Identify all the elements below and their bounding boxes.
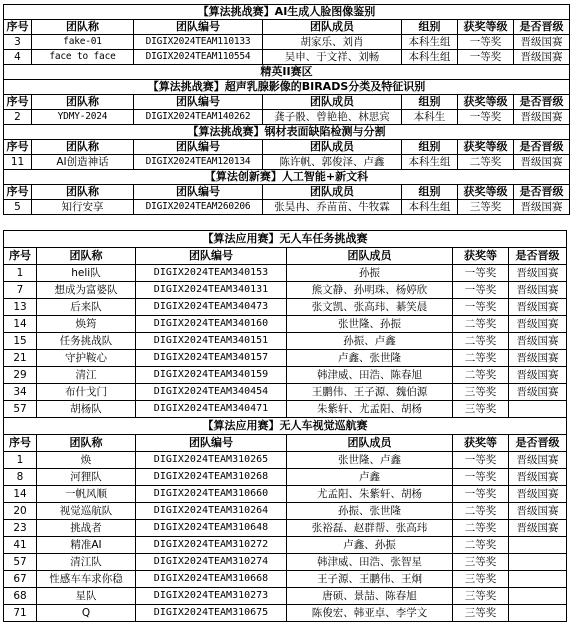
team-id-cell: DIGIX2024TEAM140262	[134, 110, 263, 125]
section-title: 【算法挑战赛】超声乳腺影像的BIRADS分类及特征识别	[4, 80, 570, 95]
members-cell: 卢鑫	[287, 469, 453, 486]
award-cell: 一等奖	[453, 265, 509, 282]
team-name-cell: heli队	[37, 265, 136, 282]
table-row	[4, 155, 570, 170]
award-cell: 三等奖	[453, 384, 509, 401]
award-cell: 三等奖	[458, 200, 514, 215]
team-name-cell: 一帆风顺	[37, 486, 136, 503]
seq-cell: 57	[4, 401, 37, 418]
seq-cell: 13	[4, 299, 37, 316]
team-name-cell: face to face	[32, 50, 134, 65]
header-row	[4, 185, 570, 200]
advance-cell: 晋级国赛	[509, 299, 567, 316]
team-id-cell: DIGIX2024TEAM340471	[136, 401, 287, 418]
award-cell: 二等奖	[453, 333, 509, 350]
results-table-bottom	[3, 230, 567, 622]
advance-cell	[509, 588, 567, 605]
table-row	[4, 469, 567, 486]
table-row	[4, 401, 567, 418]
column-header: 序号	[4, 140, 32, 155]
table-row	[4, 110, 570, 125]
column-header: 获奖等	[453, 435, 509, 452]
members-cell: 吴申、于文祥、刘畅	[263, 50, 402, 65]
award-cell: 二等奖	[453, 316, 509, 333]
section-title: 【算法挑战赛】钢材表面缺陷检测与分割	[4, 125, 570, 140]
seq-cell: 20	[4, 503, 37, 520]
advance-cell	[509, 537, 567, 554]
advance-cell	[509, 605, 567, 622]
group-cell: 本科生组	[402, 35, 458, 50]
advance-cell	[509, 554, 567, 571]
column-header: 团队成员	[263, 95, 402, 110]
seq-cell: 23	[4, 520, 37, 537]
advance-cell	[509, 401, 567, 418]
team-name-cell: 后来队	[37, 299, 136, 316]
seq-cell: 21	[4, 350, 37, 367]
award-cell: 一等奖	[453, 469, 509, 486]
column-header: 序号	[4, 185, 32, 200]
team-name-cell: 守护鞍心	[37, 350, 136, 367]
table-row	[4, 503, 567, 520]
award-cell: 二等奖	[453, 367, 509, 384]
award-cell: 一等奖	[453, 299, 509, 316]
award-cell: 二等奖	[453, 537, 509, 554]
team-id-cell: DIGIX2024TEAM340131	[136, 282, 287, 299]
results-table-top-body	[4, 5, 570, 215]
column-header: 组别	[402, 185, 458, 200]
table-row	[4, 50, 570, 65]
section-title-row	[4, 5, 570, 20]
seq-cell: 7	[4, 282, 37, 299]
table-row	[4, 452, 567, 469]
seq-cell: 1	[4, 265, 37, 282]
column-header: 团队编号	[134, 140, 263, 155]
team-id-cell: DIGIX2024TEAM310668	[136, 571, 287, 588]
results-table-top	[3, 4, 570, 215]
seq-cell: 67	[4, 571, 37, 588]
team-id-cell: DIGIX2024TEAM310648	[136, 520, 287, 537]
award-cell: 一等奖	[458, 35, 514, 50]
section-title-row	[4, 65, 570, 80]
seq-cell: 29	[4, 367, 37, 384]
table-row	[4, 265, 567, 282]
column-header: 获奖等级	[458, 140, 514, 155]
members-cell: 孙振、卢鑫	[287, 333, 453, 350]
header-row	[4, 248, 567, 265]
team-name-cell: 清江队	[37, 554, 136, 571]
table-row	[4, 520, 567, 537]
column-header: 是否晋级	[514, 95, 570, 110]
members-cell: 卢鑫、张世隆	[287, 350, 453, 367]
team-name-cell: fake-01	[32, 35, 134, 50]
members-cell: 龚子骰、曾艳艳、林思宾	[263, 110, 402, 125]
team-id-cell: DIGIX2024TEAM340151	[136, 333, 287, 350]
column-header: 序号	[4, 20, 32, 35]
column-header: 团队成员	[263, 20, 402, 35]
members-cell: 张昊冉、乔苗苗、牛牧霖	[263, 200, 402, 215]
seq-cell: 14	[4, 316, 37, 333]
column-header: 团队成员	[263, 140, 402, 155]
section-title: 精英II赛区	[4, 65, 570, 80]
table-row	[4, 35, 570, 50]
table-row	[4, 605, 567, 622]
team-name-cell: 胡杨队	[37, 401, 136, 418]
award-cell: 三等奖	[453, 571, 509, 588]
advance-cell: 晋级国赛	[509, 503, 567, 520]
column-header: 团队称	[32, 20, 134, 35]
section-title: 【算法应用赛】无人车视觉巡航赛	[4, 418, 567, 435]
team-name-cell: 焕筠	[37, 316, 136, 333]
seq-cell: 4	[4, 50, 32, 65]
seq-cell: 41	[4, 537, 37, 554]
team-id-cell: DIGIX2024TEAM110554	[134, 50, 263, 65]
team-id-cell: DIGIX2024TEAM340454	[136, 384, 287, 401]
team-name-cell: 布什戈门	[37, 384, 136, 401]
award-cell: 一等奖	[458, 110, 514, 125]
team-name-cell: AI创造神话	[32, 155, 134, 170]
section-title: 【算法创新赛】人工智能+新文科	[4, 170, 570, 185]
advance-cell	[509, 571, 567, 588]
column-header: 团队成员	[263, 185, 402, 200]
section-title-row	[4, 80, 570, 95]
advance-cell: 晋级国赛	[514, 50, 570, 65]
column-header: 是否晋级	[514, 185, 570, 200]
column-header: 序号	[4, 435, 37, 452]
table-row	[4, 350, 567, 367]
award-cell: 三等奖	[453, 605, 509, 622]
award-cell: 三等奖	[453, 401, 509, 418]
team-name-cell: 任务挑战队	[37, 333, 136, 350]
award-cell: 二等奖	[458, 155, 514, 170]
table-row	[4, 333, 567, 350]
team-name-cell: YDMY-2024	[32, 110, 134, 125]
seq-cell: 8	[4, 469, 37, 486]
seq-cell: 34	[4, 384, 37, 401]
column-header: 团队称	[37, 248, 136, 265]
column-header: 团队编号	[134, 95, 263, 110]
column-header: 团队成员	[287, 248, 453, 265]
members-cell: 胡家乐、刘肖	[263, 35, 402, 50]
table-row	[4, 537, 567, 554]
members-cell: 韩津威、田浩、张智星	[287, 554, 453, 571]
group-cell: 本科生组	[402, 155, 458, 170]
header-row	[4, 140, 570, 155]
column-header: 团队称	[37, 435, 136, 452]
members-cell: 张裕磊、赵群帮、张高玮	[287, 520, 453, 537]
header-row	[4, 435, 567, 452]
members-cell: 卢鑫、孙振	[287, 537, 453, 554]
column-header: 是否晋级	[509, 248, 567, 265]
team-name-cell: 星队	[37, 588, 136, 605]
team-name-cell: 焕	[37, 452, 136, 469]
team-name-cell: 视觉巡航队	[37, 503, 136, 520]
team-id-cell: DIGIX2024TEAM310268	[136, 469, 287, 486]
table-row	[4, 316, 567, 333]
seq-cell: 11	[4, 155, 32, 170]
members-cell: 唐硕、景喆、陈春旭	[287, 588, 453, 605]
advance-cell: 晋级国赛	[509, 333, 567, 350]
seq-cell: 15	[4, 333, 37, 350]
table-row	[4, 554, 567, 571]
table-row	[4, 367, 567, 384]
award-cell: 一等奖	[458, 50, 514, 65]
team-name-cell: 知行安享	[32, 200, 134, 215]
members-cell: 孙振、张世隆	[287, 503, 453, 520]
column-header: 序号	[4, 248, 37, 265]
award-cell: 三等奖	[453, 588, 509, 605]
seq-cell: 1	[4, 452, 37, 469]
award-cell: 一等奖	[453, 282, 509, 299]
column-header: 团队编号	[136, 435, 287, 452]
group-cell: 本科生组	[402, 50, 458, 65]
team-id-cell: DIGIX2024TEAM310675	[136, 605, 287, 622]
column-header: 获奖等级	[458, 95, 514, 110]
advance-cell: 晋级国赛	[509, 316, 567, 333]
members-cell: 张世隆、孙振	[287, 316, 453, 333]
team-id-cell: DIGIX2024TEAM340157	[136, 350, 287, 367]
section-title-row	[4, 170, 570, 185]
team-name-cell: 挑战者	[37, 520, 136, 537]
team-id-cell: DIGIX2024TEAM340160	[136, 316, 287, 333]
advance-cell: 晋级国赛	[509, 350, 567, 367]
team-id-cell: DIGIX2024TEAM310272	[136, 537, 287, 554]
column-header: 获奖等	[453, 248, 509, 265]
seq-cell: 68	[4, 588, 37, 605]
members-cell: 陈许帆、郭俊泽、卢鑫	[263, 155, 402, 170]
award-cell: 一等奖	[453, 486, 509, 503]
column-header: 团队编号	[134, 185, 263, 200]
advance-cell: 晋级国赛	[514, 35, 570, 50]
column-header: 团队称	[32, 140, 134, 155]
team-name-cell: 河狸队	[37, 469, 136, 486]
table-row	[4, 486, 567, 503]
header-row	[4, 20, 570, 35]
team-name-cell: 性感车车求你稳	[37, 571, 136, 588]
table-row	[4, 200, 570, 215]
header-row	[4, 95, 570, 110]
section-title-row	[4, 231, 567, 248]
advance-cell: 晋级国赛	[509, 265, 567, 282]
members-cell: 张文凯、张高玮、綦笑晨	[287, 299, 453, 316]
team-id-cell: DIGIX2024TEAM340153	[136, 265, 287, 282]
members-cell: 朱紫轩、尤孟阳、胡杨	[287, 401, 453, 418]
table-row	[4, 571, 567, 588]
group-cell: 本科生	[402, 110, 458, 125]
award-cell: 三等奖	[453, 554, 509, 571]
team-id-cell: DIGIX2024TEAM310273	[136, 588, 287, 605]
team-name-cell: Q	[37, 605, 136, 622]
advance-cell: 晋级国赛	[509, 469, 567, 486]
advance-cell: 晋级国赛	[514, 200, 570, 215]
column-header: 团队称	[32, 95, 134, 110]
members-cell: 陈俊宏、韩亚卓、李学文	[287, 605, 453, 622]
award-cell: 二等奖	[453, 503, 509, 520]
table-row	[4, 588, 567, 605]
column-header: 团队成员	[287, 435, 453, 452]
team-id-cell: DIGIX2024TEAM310274	[136, 554, 287, 571]
members-cell: 孙振	[287, 265, 453, 282]
section-title-row	[4, 418, 567, 435]
members-cell: 王鹏伟、王子源、魏伯源	[287, 384, 453, 401]
seq-cell: 2	[4, 110, 32, 125]
table-row	[4, 299, 567, 316]
award-cell: 一等奖	[453, 452, 509, 469]
team-id-cell: DIGIX2024TEAM120134	[134, 155, 263, 170]
column-header: 组别	[402, 140, 458, 155]
team-id-cell: DIGIX2024TEAM310265	[136, 452, 287, 469]
column-header: 组别	[402, 95, 458, 110]
advance-cell: 晋级国赛	[509, 282, 567, 299]
seq-cell: 3	[4, 35, 32, 50]
team-name-cell: 清江	[37, 367, 136, 384]
team-id-cell: DIGIX2024TEAM310264	[136, 503, 287, 520]
seq-cell: 14	[4, 486, 37, 503]
advance-cell: 晋级国赛	[509, 452, 567, 469]
advance-cell: 晋级国赛	[509, 367, 567, 384]
team-name-cell: 想成为富婆队	[37, 282, 136, 299]
members-cell: 韩津威、田浩、陈春旭	[287, 367, 453, 384]
advance-cell: 晋级国赛	[509, 520, 567, 537]
table-row	[4, 282, 567, 299]
seq-cell: 5	[4, 200, 32, 215]
members-cell: 王子源、王鹏伟、王炯	[287, 571, 453, 588]
advance-cell: 晋级国赛	[514, 155, 570, 170]
team-id-cell: DIGIX2024TEAM310660	[136, 486, 287, 503]
members-cell: 尤孟阳、朱紫轩、胡杨	[287, 486, 453, 503]
group-cell: 本科生组	[402, 200, 458, 215]
advance-cell: 晋级国赛	[514, 110, 570, 125]
team-id-cell: DIGIX2024TEAM340159	[136, 367, 287, 384]
section-title-row	[4, 125, 570, 140]
team-id-cell: DIGIX2024TEAM260206	[134, 200, 263, 215]
award-cell: 二等奖	[453, 520, 509, 537]
team-id-cell: DIGIX2024TEAM340473	[136, 299, 287, 316]
seq-cell: 57	[4, 554, 37, 571]
members-cell: 熊文静、孙明珠、杨婷欣	[287, 282, 453, 299]
column-header: 是否晋级	[514, 20, 570, 35]
column-header: 团队编号	[134, 20, 263, 35]
members-cell: 张世隆、卢鑫	[287, 452, 453, 469]
award-cell: 二等奖	[453, 350, 509, 367]
column-header: 是否晋级	[509, 435, 567, 452]
column-header: 获奖等级	[458, 20, 514, 35]
advance-cell: 晋级国赛	[509, 486, 567, 503]
column-header: 序号	[4, 95, 32, 110]
results-table-bottom-body	[4, 231, 567, 622]
column-header: 是否晋级	[514, 140, 570, 155]
table-row	[4, 384, 567, 401]
section-title: 【算法挑战赛】AI生成人脸图像鉴别	[4, 5, 570, 20]
team-id-cell: DIGIX2024TEAM110133	[134, 35, 263, 50]
section-title: 【算法应用赛】无人车任务挑战赛	[4, 231, 567, 248]
advance-cell: 晋级国赛	[509, 384, 567, 401]
column-header: 团队称	[32, 185, 134, 200]
seq-cell: 71	[4, 605, 37, 622]
column-header: 组别	[402, 20, 458, 35]
column-header: 团队编号	[136, 248, 287, 265]
team-name-cell: 精准AI	[37, 537, 136, 554]
column-header: 获奖等级	[458, 185, 514, 200]
